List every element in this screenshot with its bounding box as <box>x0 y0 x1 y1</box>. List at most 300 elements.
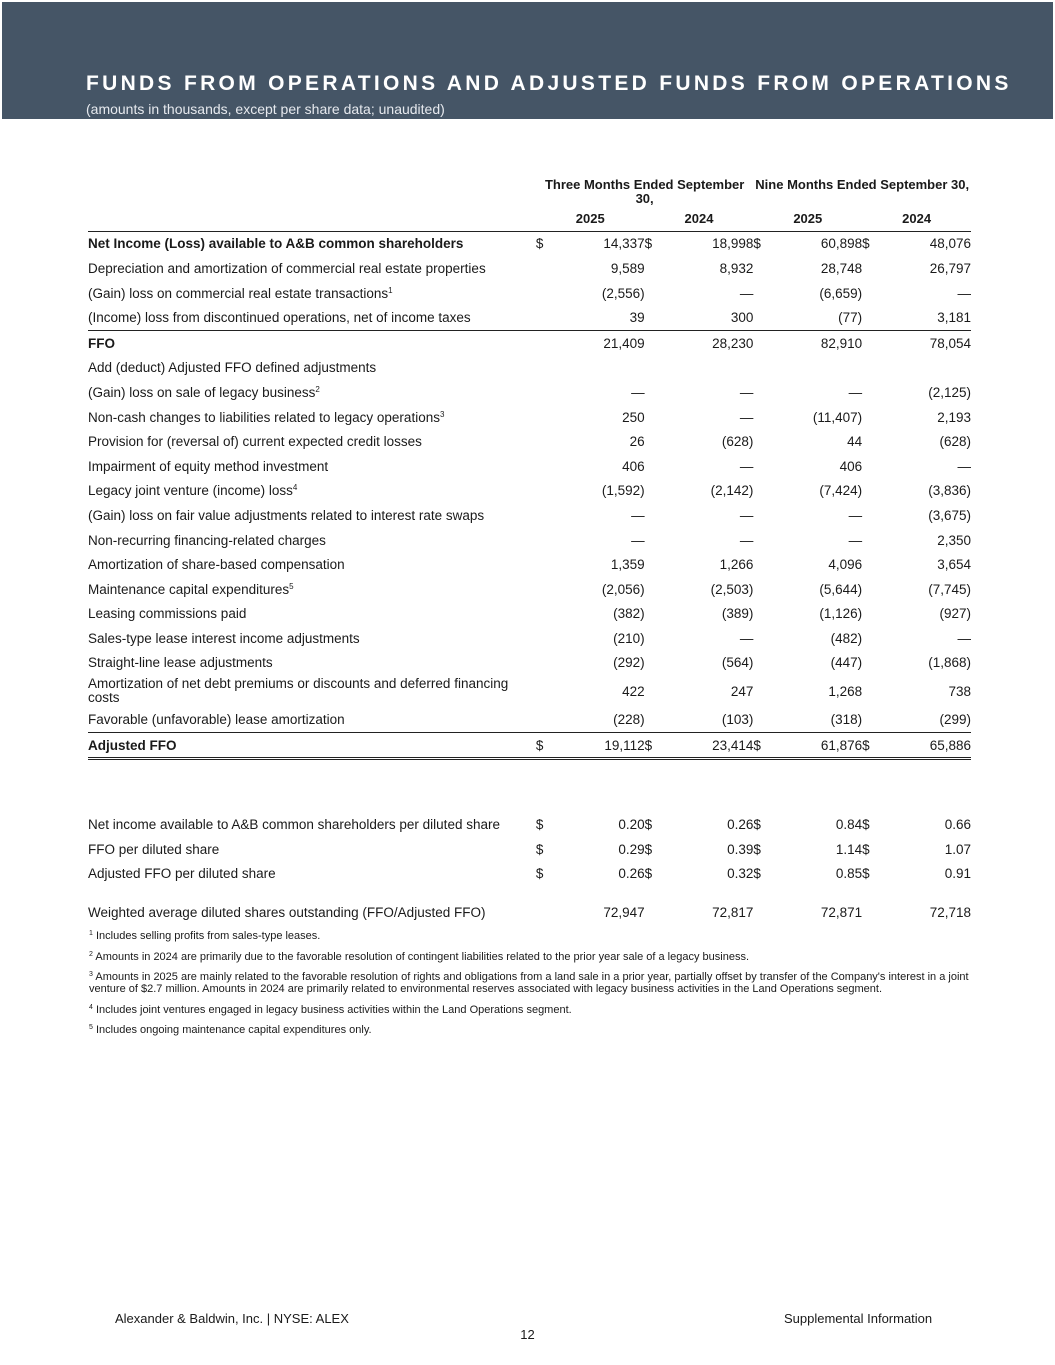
footer-section: Supplemental Information <box>784 1311 933 1326</box>
value-cell: 247 <box>730 683 754 699</box>
value-cell: (5,644) <box>819 581 863 597</box>
currency-symbol <box>862 651 875 676</box>
value-cell: — <box>739 458 754 474</box>
row-label-text: FFO per diluted share <box>88 841 220 857</box>
currency-symbol <box>862 405 875 430</box>
value-cell: — <box>739 384 754 400</box>
currency-symbol <box>753 651 766 676</box>
currency-symbol <box>753 900 766 925</box>
row-label-text: (Gain) loss on commercial real estate transactions <box>88 285 389 301</box>
value-cell: (382) <box>613 606 645 622</box>
value-cell: 2,350 <box>937 532 971 548</box>
value-cell: 3,181 <box>937 310 971 326</box>
value-cell: 0.91 <box>944 866 971 882</box>
footnote-ref: 3 <box>439 409 445 419</box>
value-cell: (11,407) <box>812 409 863 425</box>
currency-symbol <box>645 305 658 330</box>
currency-symbol <box>645 626 658 651</box>
value-cell: 4,096 <box>828 557 863 573</box>
value-cell: 65,886 <box>875 732 971 759</box>
currency-symbol <box>862 380 875 405</box>
value-cell: (447) <box>830 655 863 671</box>
currency-symbol <box>536 707 549 732</box>
value-cell: 28,748 <box>820 260 863 276</box>
currency-symbol: $ <box>753 817 761 833</box>
currency-symbol <box>753 552 766 577</box>
currency-symbol <box>862 429 875 454</box>
currency-symbol <box>862 330 875 355</box>
currency-symbol <box>753 626 766 651</box>
currency-symbol <box>862 256 875 281</box>
three-months-header: Three Months Ended September 30, <box>544 177 745 206</box>
value-cell: 3,654 <box>937 557 971 573</box>
currency-symbol <box>536 503 549 528</box>
value-cell: 0.26 <box>618 866 645 882</box>
value-cell: — <box>739 630 754 646</box>
footnote-text: Amounts in 2025 are mainly related to the favorable resolution of rights and obligations from a land sale in a prior year, partially offset by transfer of the Company's interest in a joint venture of $2.7 million. Amounts in 2024 are primarily related to environmental reserves associated with legacy business activities in the Land Operations segment. <box>89 971 969 995</box>
currency-symbol: $ <box>644 236 653 252</box>
row-label-text: Amortization of share-based compensation <box>88 557 345 573</box>
currency-symbol <box>753 405 766 430</box>
value-cell: 422 <box>622 683 645 699</box>
row-label-text: Leasing commissions paid <box>88 606 247 622</box>
value-cell: (628) <box>721 434 754 450</box>
currency-symbol <box>536 602 549 627</box>
currency-symbol <box>862 707 875 732</box>
currency-symbol <box>645 651 658 676</box>
table-row <box>88 429 971 454</box>
currency-symbol <box>536 552 549 577</box>
table-row <box>88 552 971 577</box>
value-cell: 1,359 <box>610 557 645 573</box>
row-label-text: Adjusted FFO per diluted share <box>88 866 276 882</box>
currency-symbol <box>753 305 766 330</box>
currency-symbol: $ <box>644 866 653 882</box>
currency-symbol <box>645 454 658 479</box>
value-cell: (1,126) <box>819 606 863 622</box>
row-label-text: Net Income (Loss) available to A&B common shareholders <box>88 236 464 252</box>
page-title: FUNDS FROM OPERATIONS AND ADJUSTED FUNDS FROM OPERATIONS <box>86 72 1012 95</box>
value-cell: 0.39 <box>727 841 754 857</box>
currency-symbol <box>645 900 658 925</box>
value-cell: 0.20 <box>618 817 645 833</box>
value-cell: (2,125) <box>928 384 971 400</box>
currency-symbol: $ <box>862 236 870 252</box>
value-cell: — <box>957 630 971 646</box>
footnote-number: 4 <box>89 1003 93 1011</box>
row-label <box>88 900 536 925</box>
footnote-text: Amounts in 2024 are primarily due to the favorable resolution of contingent liabilities related to the prior year sale of a legacy business. <box>95 950 750 963</box>
currency-symbol: $ <box>862 732 875 759</box>
footnote <box>89 951 969 963</box>
value-cell: — <box>739 409 754 425</box>
currency-symbol <box>753 577 766 602</box>
currency-symbol <box>862 602 875 627</box>
value-cell: 8,932 <box>719 260 754 276</box>
value-cell: — <box>631 532 645 548</box>
currency-symbol: $ <box>535 841 544 857</box>
year-header: 2024 <box>862 206 971 231</box>
currency-symbol <box>862 528 875 553</box>
value-cell: 72,871 <box>820 905 863 921</box>
value-cell: (1,868) <box>928 655 971 671</box>
value-cell: (2,556) <box>601 285 645 301</box>
value-cell: 72,817 <box>712 905 754 921</box>
row-label <box>88 429 536 454</box>
row-label-text: (Income) loss from discontinued operations, net of income taxes <box>88 310 471 326</box>
value-cell: 28,230 <box>658 330 754 355</box>
row-label-text: Maintenance capital expenditures <box>88 581 290 597</box>
row-label-text: (Gain) loss on fair value adjustments related to interest rate swaps <box>88 507 485 523</box>
row-label <box>88 330 536 355</box>
currency-symbol <box>753 429 766 454</box>
value-cell: 0.26 <box>727 817 754 833</box>
row-label <box>88 231 536 256</box>
row-label-text: Impairment of equity method investment <box>88 458 329 474</box>
footnote-ref: 1 <box>388 285 393 295</box>
currency-symbol <box>753 707 766 732</box>
value-cell: 44 <box>847 434 863 450</box>
footnote-ref: 5 <box>289 581 294 591</box>
value-cell: (299) <box>939 712 971 728</box>
footnote-number: 2 <box>89 950 93 958</box>
value-cell: (103) <box>721 712 754 728</box>
value-cell: 61,876 <box>766 732 862 759</box>
currency-symbol <box>645 552 658 577</box>
value-cell: — <box>848 507 863 523</box>
currency-symbol <box>536 429 549 454</box>
currency-symbol <box>645 380 658 405</box>
value-cell: 406 <box>839 458 863 474</box>
row-label <box>88 707 536 732</box>
page-subtitle: (amounts in thousands, except per share data; unaudited) <box>86 101 445 117</box>
currency-symbol <box>862 675 875 707</box>
table-row <box>88 405 971 430</box>
row-label <box>88 503 536 528</box>
currency-symbol: $ <box>753 732 766 759</box>
header-banner <box>2 2 1053 119</box>
currency-symbol <box>536 405 549 430</box>
currency-symbol <box>645 479 658 504</box>
value-cell: 1.14 <box>835 841 863 857</box>
value-cell: (2,503) <box>710 581 754 597</box>
value-cell: 18,998 <box>712 236 754 252</box>
value-cell: (318) <box>830 712 863 728</box>
table-row <box>88 281 971 306</box>
table-row <box>88 837 971 862</box>
table-row <box>88 577 971 602</box>
currency-symbol <box>645 281 658 306</box>
row-label-text: Depreciation and amortization of commercial real estate properties <box>88 260 486 276</box>
table-row <box>88 356 971 381</box>
table-row <box>88 626 971 651</box>
row-label <box>88 281 536 306</box>
value-cell: 78,054 <box>875 330 971 355</box>
table-row <box>88 305 971 330</box>
table-row <box>88 256 971 281</box>
table-row <box>88 479 971 504</box>
currency-symbol <box>753 454 766 479</box>
row-label <box>88 305 536 330</box>
table-row <box>88 231 971 256</box>
footnotes <box>89 930 969 1045</box>
value-cell: 23,414 <box>658 732 754 759</box>
currency-symbol: $ <box>535 866 544 882</box>
year-header: 2025 <box>753 206 862 231</box>
value-cell: — <box>957 285 971 301</box>
table-row <box>88 651 971 676</box>
currency-symbol: $ <box>535 236 544 252</box>
footnote <box>89 1024 969 1036</box>
row-label-text: Net income available to A&B common shareholders per diluted share <box>88 817 500 833</box>
currency-symbol <box>753 675 766 707</box>
value-cell: 0.32 <box>727 866 754 882</box>
value-cell: — <box>739 507 754 523</box>
row-label <box>88 256 536 281</box>
currency-symbol: $ <box>644 841 653 857</box>
value-cell: 2,193 <box>937 409 971 425</box>
table-row <box>88 330 971 355</box>
value-cell: 72,718 <box>929 905 971 921</box>
year-header: 2025 <box>536 206 645 231</box>
value-cell: — <box>631 384 645 400</box>
currency-symbol <box>536 454 549 479</box>
footer-company: Alexander & Baldwin, Inc. | NYSE: ALEX <box>115 1311 349 1326</box>
value-cell: (77) <box>838 310 863 326</box>
value-cell: (6,659) <box>819 285 863 301</box>
currency-symbol <box>753 602 766 627</box>
currency-symbol <box>753 380 766 405</box>
row-label <box>88 602 536 627</box>
currency-symbol <box>536 528 549 553</box>
currency-symbol: $ <box>753 841 761 857</box>
currency-symbol <box>645 528 658 553</box>
currency-symbol <box>753 528 766 553</box>
currency-symbol <box>645 330 658 355</box>
value-cell: (3,836) <box>928 483 971 499</box>
ffo-table <box>88 178 971 925</box>
table-row <box>88 707 971 732</box>
row-label <box>88 454 536 479</box>
value-cell: 406 <box>622 458 645 474</box>
currency-symbol <box>645 707 658 732</box>
table-row <box>88 380 971 405</box>
table-row <box>88 528 971 553</box>
currency-symbol <box>536 256 549 281</box>
currency-symbol: $ <box>862 866 870 882</box>
currency-symbol <box>862 454 875 479</box>
currency-symbol <box>536 380 549 405</box>
table-row <box>88 900 971 925</box>
footnote-number: 3 <box>89 971 93 978</box>
value-cell: (7,745) <box>928 581 971 597</box>
footnote-text: Includes selling profits from sales-type leases. <box>95 930 321 942</box>
currency-symbol: $ <box>535 817 544 833</box>
value-cell: 0.84 <box>835 817 863 833</box>
row-label-text: Non-recurring financing-related charges <box>88 532 326 548</box>
currency-symbol <box>645 256 658 281</box>
value-cell: 250 <box>622 409 645 425</box>
value-cell: (927) <box>939 606 971 622</box>
value-cell: — <box>739 532 754 548</box>
row-label <box>88 479 536 504</box>
footnote-number: 1 <box>89 930 93 937</box>
currency-symbol <box>536 281 549 306</box>
footnote <box>89 930 969 942</box>
table-row <box>88 503 971 528</box>
value-cell: 9,589 <box>610 260 645 276</box>
row-label-text: FFO <box>88 335 115 351</box>
currency-symbol: $ <box>753 866 761 882</box>
currency-symbol <box>645 602 658 627</box>
row-label <box>88 837 536 862</box>
currency-symbol <box>753 479 766 504</box>
footnote-text: Includes ongoing maintenance capital expenditures only. <box>95 1024 372 1036</box>
row-label-text: Weighted average diluted shares outstanding (FFO/Adjusted FFO) <box>88 905 486 921</box>
currency-symbol <box>536 626 549 651</box>
value-cell: (3,675) <box>928 507 971 523</box>
row-label-text: Sales-type lease interest income adjustments <box>88 630 360 646</box>
currency-symbol <box>862 305 875 330</box>
value-cell: 1,268 <box>828 683 863 699</box>
currency-symbol <box>862 552 875 577</box>
currency-symbol: $ <box>644 817 653 833</box>
value-cell: 0.85 <box>835 866 863 882</box>
value-cell: 82,910 <box>766 330 862 355</box>
currency-symbol <box>862 281 875 306</box>
row-label-text: Straight-line lease adjustments <box>88 655 273 671</box>
table-year-header-row <box>88 206 971 231</box>
currency-symbol: $ <box>645 732 658 759</box>
value-cell: — <box>631 507 645 523</box>
value-cell: 26,797 <box>929 260 971 276</box>
value-cell: (228) <box>613 712 645 728</box>
value-cell: (564) <box>721 655 754 671</box>
spacer-row <box>88 759 971 787</box>
currency-symbol <box>862 577 875 602</box>
currency-symbol <box>862 626 875 651</box>
value-cell: 19,112 <box>549 732 645 759</box>
value-cell: 0.29 <box>618 841 645 857</box>
row-label <box>88 552 536 577</box>
value-cell: 26 <box>629 434 645 450</box>
value-cell: (2,056) <box>601 581 645 597</box>
footnote-ref: 4 <box>292 483 298 493</box>
footnote <box>89 971 969 995</box>
currency-symbol <box>862 900 875 925</box>
value-cell: (482) <box>830 630 863 646</box>
currency-symbol: $ <box>753 236 761 252</box>
row-label <box>88 812 536 837</box>
year-header: 2024 <box>645 206 754 231</box>
row-label-text: Adjusted FFO <box>88 737 177 753</box>
value-cell: 14,337 <box>603 236 645 252</box>
page-number: 12 <box>520 1327 535 1342</box>
row-label <box>88 577 536 602</box>
value-cell: 1.07 <box>944 841 971 857</box>
value-cell: 738 <box>948 683 971 699</box>
footnote-number: 5 <box>89 1024 93 1031</box>
currency-symbol <box>536 577 549 602</box>
row-label <box>88 675 536 707</box>
currency-symbol <box>536 330 549 355</box>
row-label <box>88 626 536 651</box>
value-cell: (389) <box>721 606 754 622</box>
value-cell: 300 <box>730 310 754 326</box>
value-cell: (628) <box>939 434 971 450</box>
row-label-text: Non-cash changes to liabilities related to legacy operations <box>88 409 440 425</box>
currency-symbol <box>645 405 658 430</box>
footnote-ref: 2 <box>315 384 320 394</box>
currency-symbol <box>862 503 875 528</box>
currency-symbol <box>753 330 766 355</box>
footnote-text: Includes joint ventures engaged in legacy business activities within the Land Operations segment. <box>95 1003 572 1016</box>
currency-symbol: $ <box>862 817 870 833</box>
row-label <box>88 732 536 759</box>
value-cell: — <box>848 384 863 400</box>
value-cell: 1,266 <box>719 557 754 573</box>
row-label-text: Add (deduct) Adjusted FFO defined adjustments <box>88 360 377 376</box>
currency-symbol <box>536 675 549 707</box>
value-cell: — <box>848 532 863 548</box>
nine-months-header: Nine Months Ended September 30, <box>755 177 970 192</box>
row-label-text: Provision for (reversal of) current expected credit losses <box>88 434 422 450</box>
value-cell: 0.66 <box>944 817 971 833</box>
row-label <box>88 405 536 430</box>
table-row <box>88 732 971 759</box>
currency-symbol: $ <box>536 732 549 759</box>
value-cell: 21,409 <box>549 330 645 355</box>
value-cell: 72,947 <box>603 905 645 921</box>
value-cell: (292) <box>613 655 645 671</box>
currency-symbol <box>536 651 549 676</box>
value-cell: — <box>957 458 971 474</box>
table-row <box>88 812 971 837</box>
currency-symbol <box>753 256 766 281</box>
value-cell: — <box>739 285 754 301</box>
value-cell: (2,142) <box>710 483 754 499</box>
table-row <box>88 862 971 887</box>
table-row <box>88 454 971 479</box>
row-label <box>88 528 536 553</box>
spacer-row <box>88 886 971 900</box>
row-label <box>88 356 536 381</box>
currency-symbol <box>645 675 658 707</box>
value-cell: (7,424) <box>819 483 863 499</box>
row-label <box>88 380 536 405</box>
value-cell: 48,076 <box>929 236 971 252</box>
currency-symbol <box>536 479 549 504</box>
currency-symbol <box>753 281 766 306</box>
row-label <box>88 862 536 887</box>
currency-symbol: $ <box>862 841 870 857</box>
currency-symbol <box>536 900 549 925</box>
value-cell: 60,898 <box>820 236 863 252</box>
currency-symbol <box>645 503 658 528</box>
table-group-header-row <box>88 178 971 206</box>
row-label-text: (Gain) loss on sale of legacy business <box>88 384 316 400</box>
row-label-text: Legacy joint venture (income) loss <box>88 483 293 499</box>
currency-symbol <box>753 503 766 528</box>
value-cell: (1,592) <box>601 483 645 499</box>
currency-symbol <box>645 577 658 602</box>
row-label-text: Favorable (unfavorable) lease amortization <box>88 712 345 728</box>
footnote <box>89 1004 969 1016</box>
currency-symbol <box>536 305 549 330</box>
row-label-text: Amortization of net debt premiums or discounts and deferred financing costs <box>88 676 509 706</box>
currency-symbol <box>645 429 658 454</box>
value-cell: (210) <box>613 630 645 646</box>
